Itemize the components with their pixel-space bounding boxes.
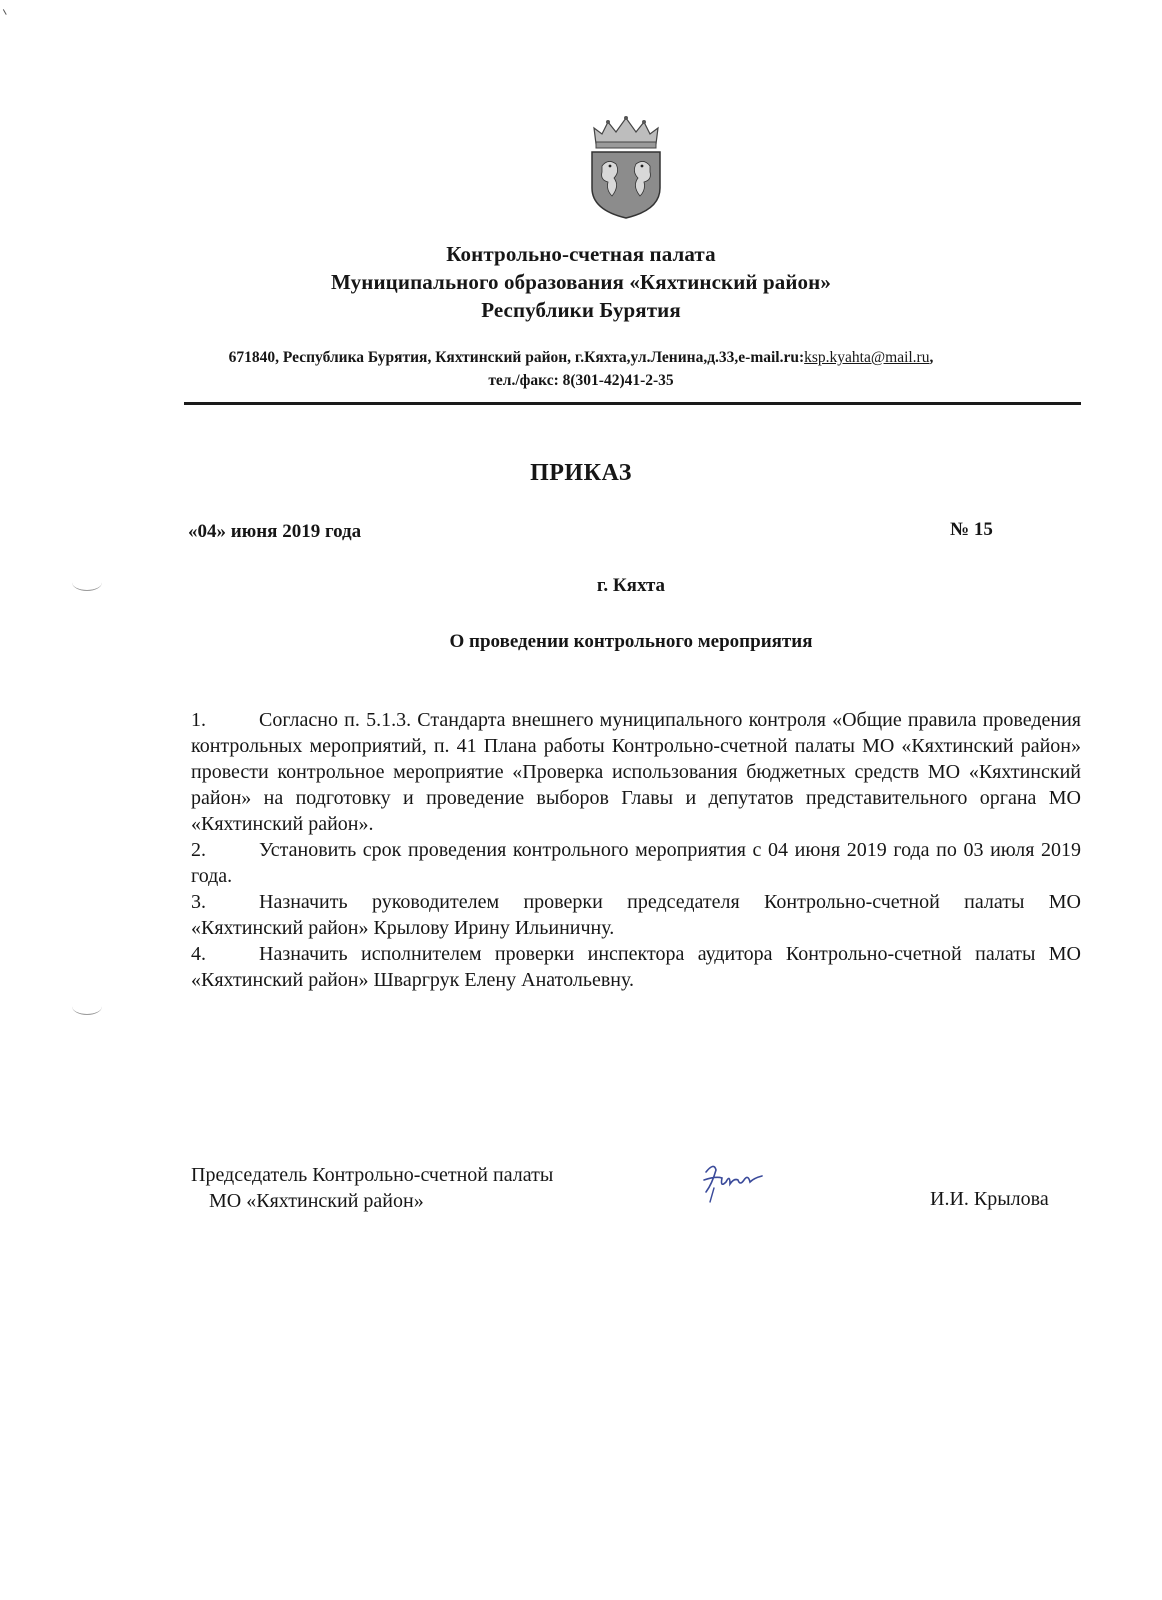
handwritten-signature <box>700 1158 768 1204</box>
address-text: 671840, Республика Бурятия, Кяхтинский район, г.Кяхта,ул.Ленина,д.33,e-mail.ru: <box>228 349 805 366</box>
signatory-role-line-1: Председатель Контрольно-счетной палаты <box>191 1164 554 1186</box>
item-text: Назначить исполнителем проверки инспектора аудитора Контрольно-счетной палаты МО «Кяхтинский район» Шваргрук Елену Анатольевну. <box>191 943 1081 991</box>
item-text: Установить срок проведения контрольного мероприятия с 04 июня 2019 года по 03 июля 2019 года. <box>191 839 1081 887</box>
order-item <box>191 889 1081 941</box>
document-date: «04» июня 2019 года <box>188 521 362 542</box>
item-number: 1. <box>191 709 206 731</box>
order-item <box>191 707 1081 837</box>
item-number: 2. <box>191 839 206 861</box>
signatory-role <box>191 1162 553 1214</box>
order-item <box>191 837 1081 889</box>
order-item <box>191 941 1081 993</box>
coat-of-arms-icon <box>586 116 666 220</box>
order-items <box>191 707 1081 993</box>
document-title: ПРИКАЗ <box>530 460 632 486</box>
header-divider <box>184 402 1081 405</box>
document-city: г. Кяхта <box>596 575 666 596</box>
address-end: , <box>929 349 934 366</box>
item-number: 4. <box>191 943 206 965</box>
org-name-line-3: Республики Бурятия <box>481 298 681 322</box>
org-name-line-2: Муниципального образования «Кяхтинский район» <box>331 270 831 294</box>
signatory-role-line-2: МО «Кяхтинский район» <box>209 1190 424 1212</box>
punch-hole-mark <box>72 998 102 1015</box>
item-text: Назначить руководителем проверки председателя Контрольно-счетной палаты МО «Кяхтинский район» Крылову Ирину Ильиничну. <box>191 891 1081 939</box>
signatory-name: И.И. Крылова <box>930 1188 1049 1210</box>
email-link[interactable]: ksp.kyahta@mail.ru <box>804 349 930 366</box>
item-number: 3. <box>191 891 206 913</box>
org-name-line-1: Контрольно-счетная палата <box>446 242 716 266</box>
document-number: № 15 <box>950 519 993 540</box>
document-subject: О проведении контрольного мероприятия <box>449 631 813 652</box>
address-line <box>0 349 1162 367</box>
scan-mark <box>3 7 10 15</box>
item-text: Согласно п. 5.1.3. Стандарта внешнего муниципального контроля «Общие правила проведения контрольных мероприятий, п. 41 Плана работы Контрольно-счетной палаты МО «Кяхтинский район» провести контрольное мероприятие «Проверка использования бюджетных средств МО «Кяхтинский район» на подготовку и проведение выборов Главы и депутатов представительного органа МО «Кяхтинский район». <box>191 709 1081 835</box>
phone-line: тел./факс: 8(301-42)41-2-35 <box>488 372 674 389</box>
